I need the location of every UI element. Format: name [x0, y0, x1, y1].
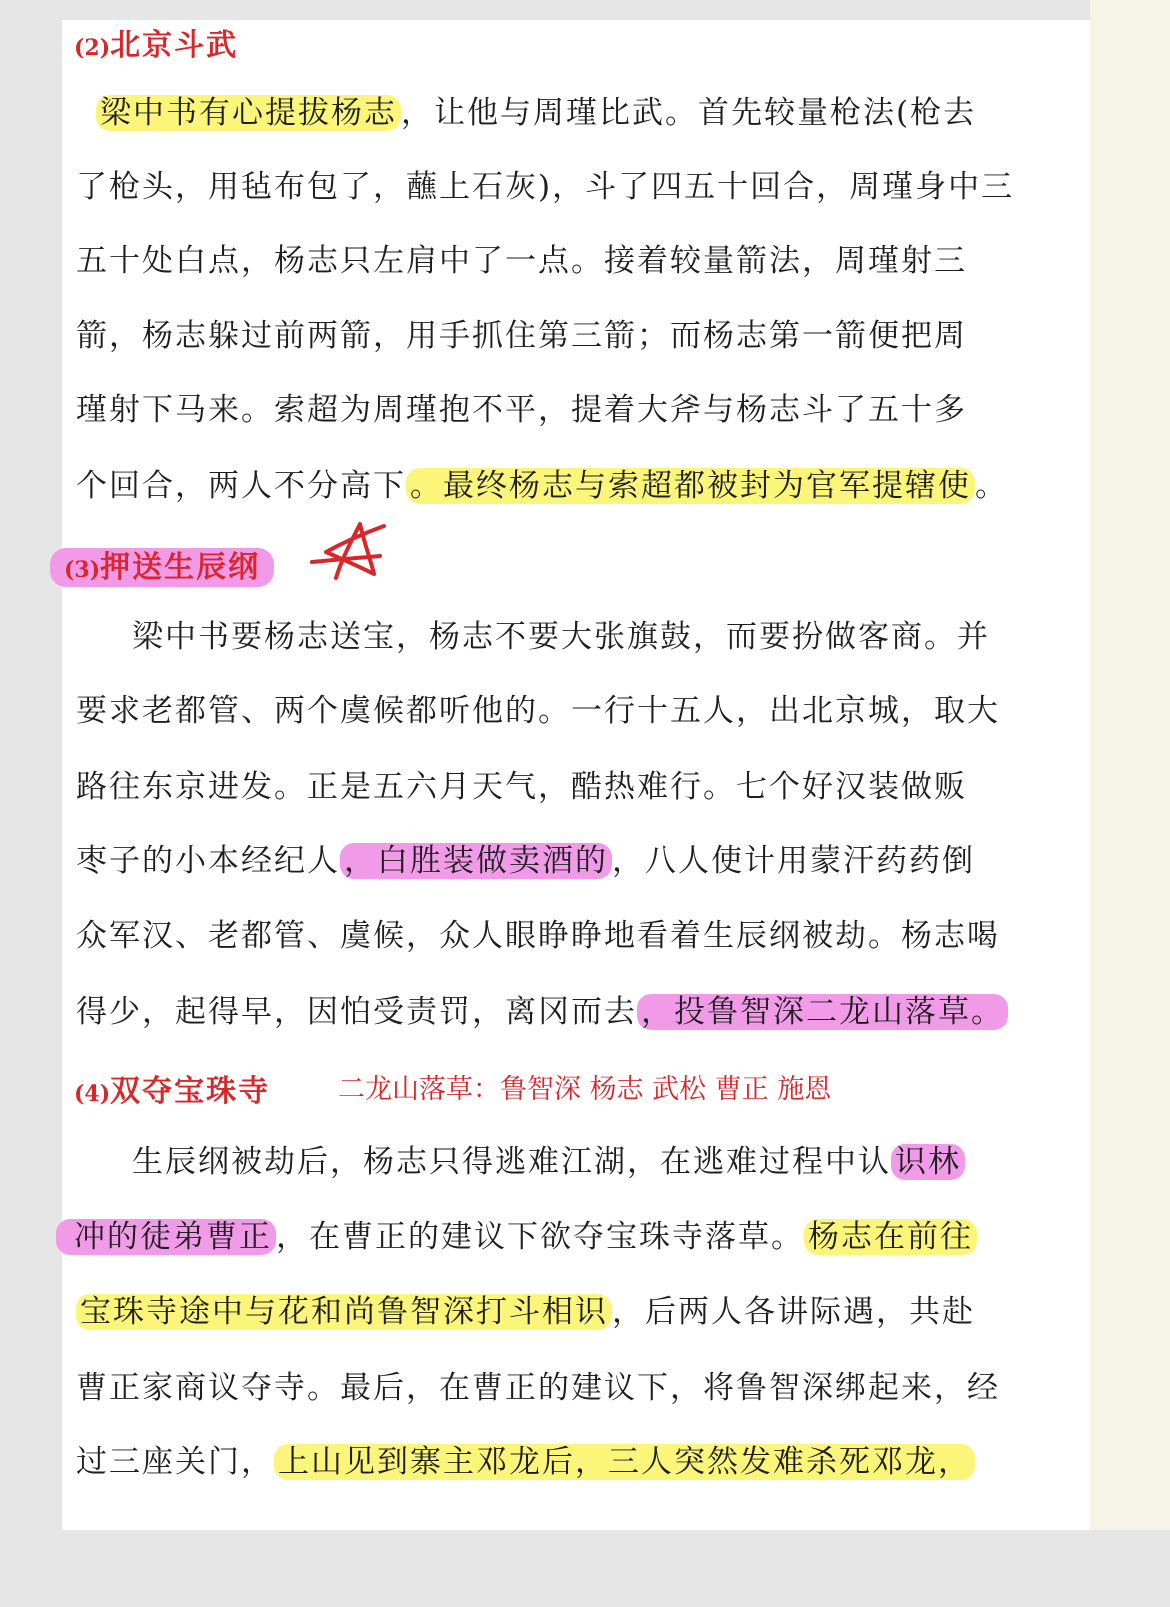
paragraph-line: 冲的徒弟曹正 ，在曹正的建议下欲夺宝珠寺落草。 杨志在前往: [56, 1212, 1056, 1262]
section-heading-3: [50, 542, 274, 586]
paragraph-line: 路往东京进发。正是五六月天气，酷热难行。七个好汉装做贩: [76, 769, 967, 805]
star-doodle-icon: [308, 518, 388, 590]
highlight-yellow: 宝珠寺途中与花和尚鲁智深打斗相识: [76, 1294, 612, 1330]
paragraph-line: 生辰纲被劫后，杨志只得逃难江湖，在逃难过程中认 识林: [132, 1137, 1076, 1187]
paragraph-line: 过三座关门， 上山见到寨主邓龙后，三人突然发难杀死邓龙，: [76, 1437, 1076, 1487]
paragraph-line: 要求老都管、两个虞候都听他的。一行十五人，出北京城，取大: [76, 693, 1000, 729]
margin-note: 二龙山落草：鲁智深 杨志 武松 曹正 施恩: [338, 1074, 832, 1105]
heading-highlight-pink: (3)押送生辰纲: [50, 548, 274, 587]
highlight-yellow: 梁中书有心提拔杨志: [96, 95, 401, 131]
highlight-pink: 冲的徒弟曹正: [56, 1219, 276, 1255]
paragraph-line: 宝珠寺途中与花和尚鲁智深打斗相识 ，后两人各讲际遇，共赴: [76, 1287, 1076, 1337]
highlight-yellow: 。最终杨志与索超都被封为官军提辖使: [406, 468, 975, 504]
paragraph-line: 枣子的小本经纪人 ，白胜装做卖酒的 ，八人使计用蒙汗药药倒: [76, 843, 975, 879]
document-page: [62, 20, 1090, 1530]
highlight-yellow: 杨志在前往: [804, 1219, 977, 1255]
highlight-yellow: 上山见到寨主邓龙后，三人突然发难杀死邓龙，: [274, 1444, 975, 1480]
paragraph-line: 个回合，两人不分高下 。最终杨志与索超都被封为官军提辖使 。: [76, 468, 1008, 504]
paragraph-line: 了枪头，用毡布包了，蘸上石灰)，斗了四五十回合，周瑾身中三: [76, 169, 1015, 205]
paragraph-line: 梁中书有心提拔杨志 ，让他与周瑾比武。首先较量枪法(枪去: [76, 88, 1076, 138]
highlight-pink: 识林: [891, 1144, 965, 1180]
paragraph-line: 瑾射下马来。索超为周瑾抱不平，提着大斧与杨志斗了五十多: [76, 392, 967, 428]
right-margin-strip: [1090, 0, 1170, 1530]
highlight-pink: ，白胜装做卖酒的: [340, 843, 612, 879]
paragraph-line: 得少，起得早，因怕受责罚，离冈而去 ，投鲁智深二龙山落草。: [76, 987, 1076, 1037]
paragraph-line: 五十处白点，杨志只左肩中了一点。接着较量箭法，周瑾射三: [76, 243, 967, 279]
section-heading-2: (2)北京斗武: [74, 28, 239, 63]
paragraph-line: 曹正家商议夺寺。最后，在曹正的建议下，将鲁智深绑起来，经: [76, 1370, 1000, 1406]
highlight-pink: ，投鲁智深二龙山落草。: [637, 994, 1008, 1030]
paragraph-line: 梁中书要杨志送宝，杨志不要大张旗鼓，而要扮做客商。并: [132, 619, 990, 655]
section-heading-4: (4)双夺宝珠寺: [74, 1074, 271, 1109]
paragraph-line: 众军汉、老都管、虞候，众人眼睁睁地看着生辰纲被劫。杨志喝: [76, 918, 1000, 954]
paragraph-line: 箭，杨志躲过前两箭，用手抓住第三箭；而杨志第一箭便把周: [76, 318, 967, 354]
